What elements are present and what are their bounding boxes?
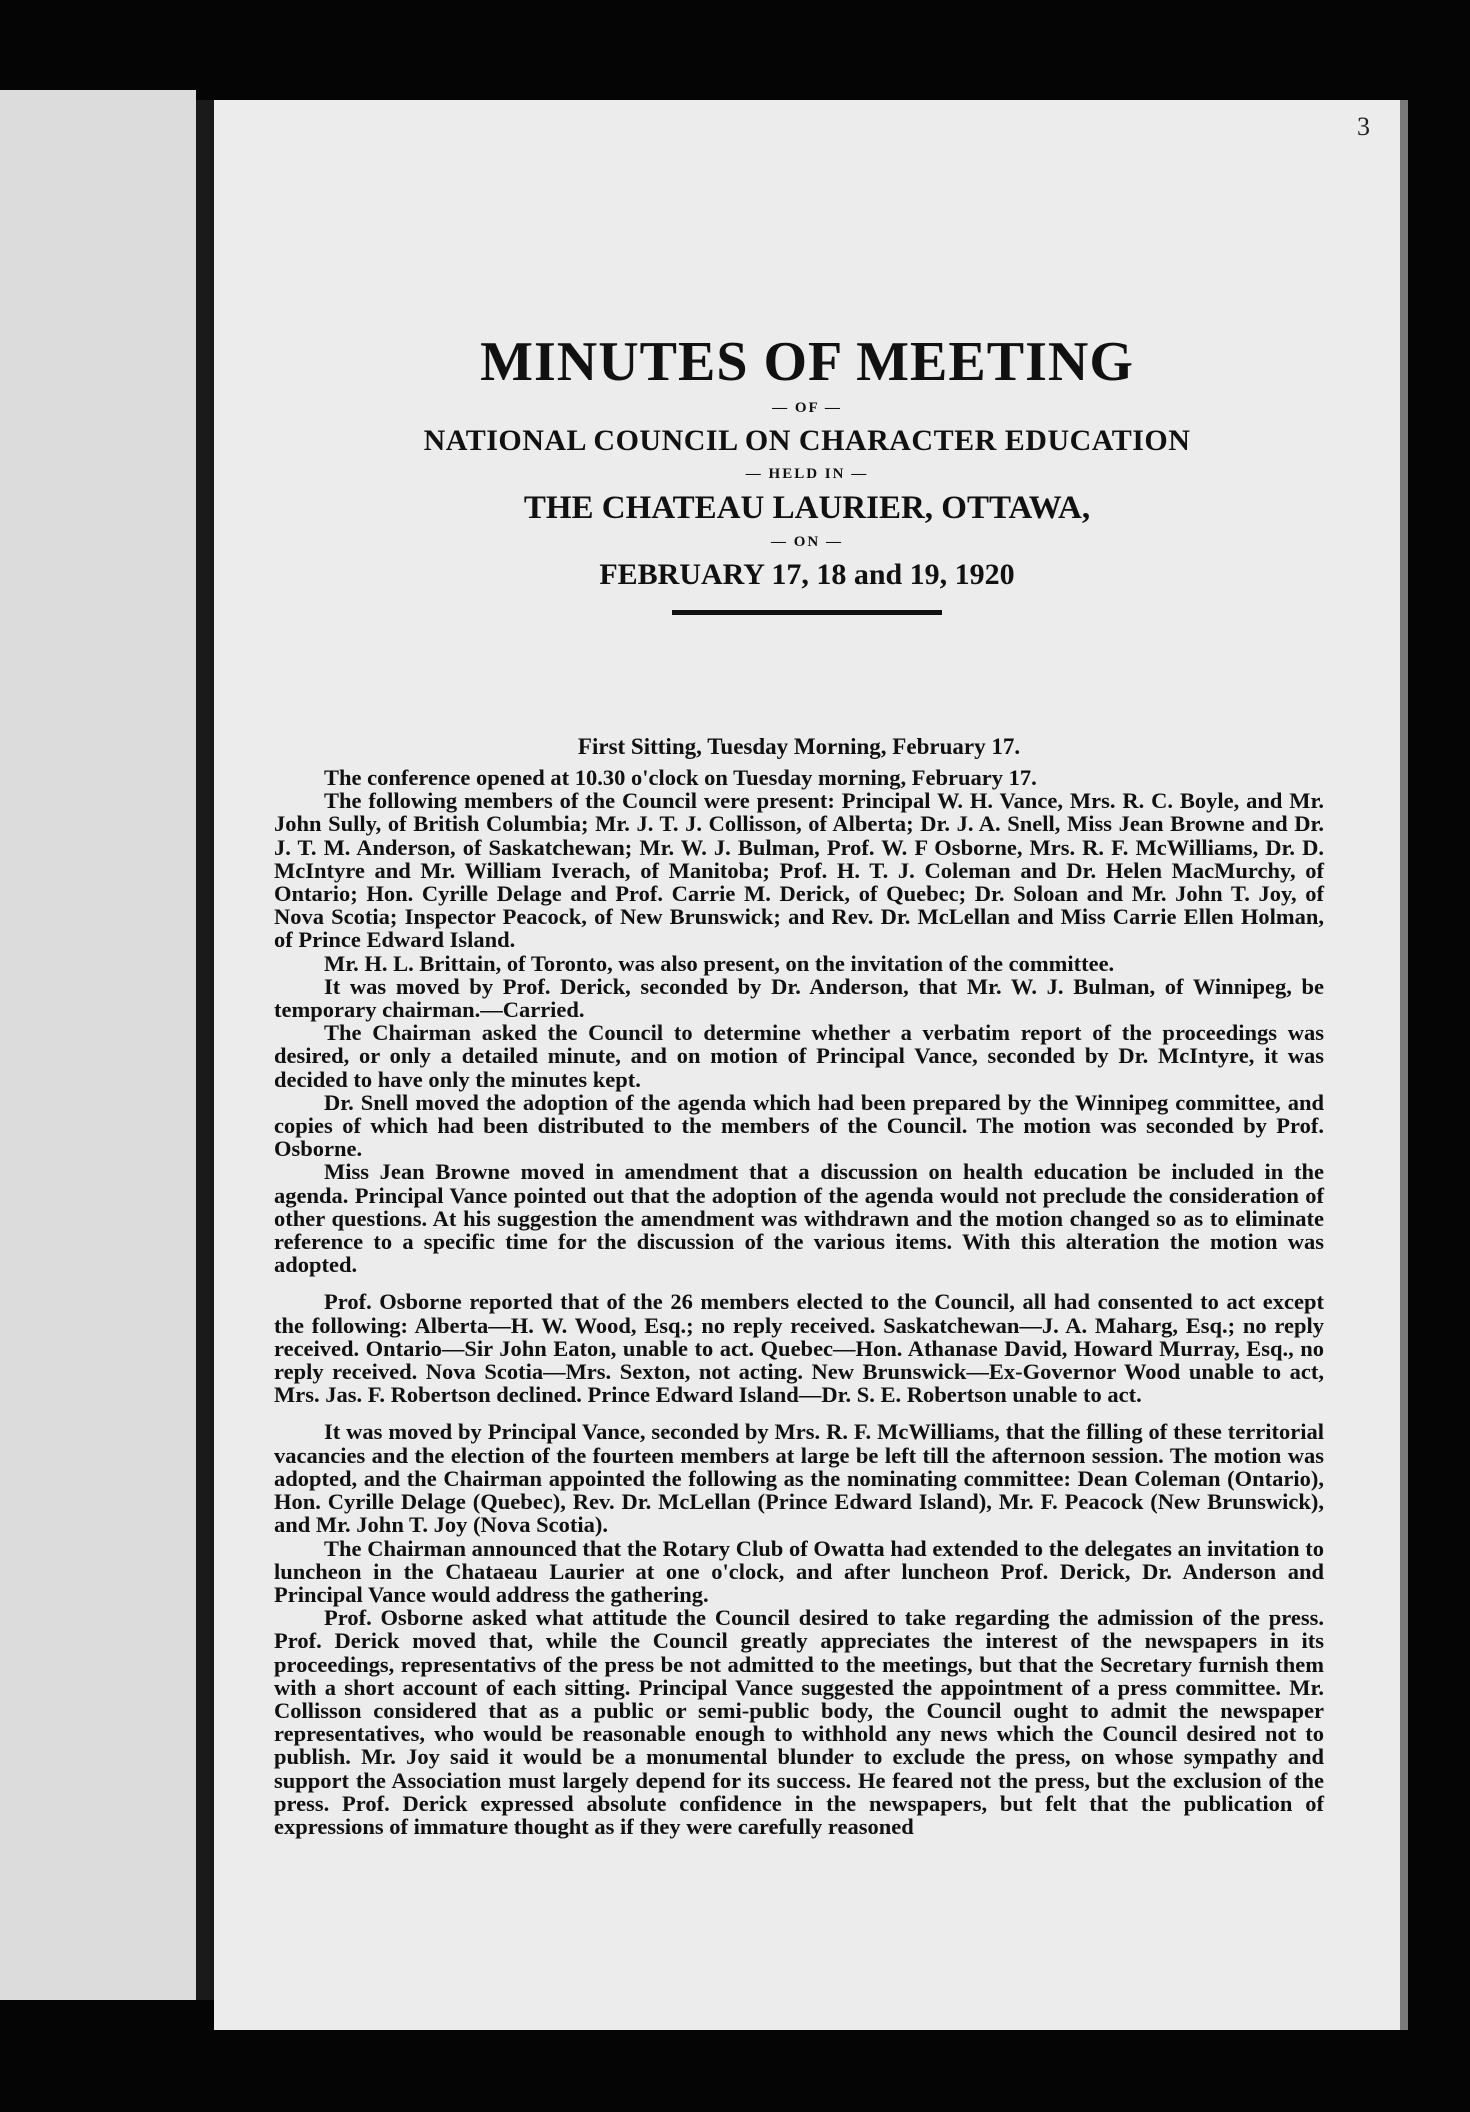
paragraph: Prof. Osborne reported that of the 26 members elected to the Council, all had consented to act except the following: Alberta—H. W. Wood, Esq.; no reply received. Saskatchewan—J. A. Maharg, Esq.; no reply received. Ontario—Sir John Eaton, unable to act. Quebec—Hon. Athanase David, Howard Murray, Esq., no reply received. Nova Scotia—Mrs. Sexton, not acting. New Brunswick—Ex-Governor Wood unable to act, Mrs. Jas. F. Robertson declined. Prince Edward Island—Dr. S. E. Robertson unable to act. (274, 1289, 1324, 1408)
minutes-body (274, 730, 1324, 1838)
separator-held-in: — HELD IN — (745, 466, 869, 482)
page-edge-shadow (1400, 100, 1408, 2030)
book-spine (196, 100, 214, 2000)
separator-on: — ON — (771, 534, 843, 550)
paragraph: Mr. H. L. Brittain, of Toronto, was also present, on the invitation of the committee. (324, 950, 1115, 976)
paragraph: Prof. Osborne asked what attitude the Council desired to take regarding the admission of the press. Prof. Derick moved that, while the Council greatly appreciates the interest of the newspapers in its proceedings, representativs of the press be not admitted to the meetings, but that the Secretary furnish them with a short account of each sitting. Principal Vance suggested the appointment of a press committee. Mr. Collisson considered that as a public or semi-public body, the Council ought to admit the newspaper representatives, who would be reasonable enough to withhold any news which the Council desired not to publish. Mr. Joy said it would be a monumental blunder to exclude the press, on whose sympathy and support the Association must largely depend for its success. He feared not the press, but the exclusion of the press. Prof. Derick expressed absolute confidence in the newspapers, but felt that the publication of expressions of immature thought as if they were carefully reasoned (274, 1605, 1324, 1839)
paragraph: The conference opened at 10.30 o'clock on Tuesday morning, February 17. (324, 765, 1037, 790)
paragraph: Dr. Snell moved the adoption of the agenda which had been prepared by the Winnipeg committee, and copies of which had been distributed to the members of the Council. The motion was seconded by Prof. Osborne. (274, 1089, 1324, 1162)
page-title: MINUTES OF MEETING (480, 331, 1134, 393)
paragraph: It was moved by Principal Vance, seconded by Mrs. R. F. McWilliams, that the filling of these territorial vacancies and the election of the fourteen members at large be left till the afternoon session. The motion was adopted, and the Chairman appointed the following as the nominating committee: Dean Coleman (Ontario), Hon. Cyrille Delage (Quebec), Rev. Dr. McLellan (Prince Edward Island), Mr. F. Peacock (New Brunswick), and Mr. John T. Joy (Nova Scotia). (274, 1419, 1324, 1538)
heading-rule (672, 610, 942, 615)
paragraph: The following members of the Council were present: Principal W. H. Vance, Mrs. R. C. Boyle, and Mr. John Sully, of British Columbia; Mr. J. T. J. Collisson, of Alberta; Dr. J. A. Snell, Miss Jean Browne and Dr. J. T. M. Anderson, of Saskatchewan; Mr. W. J. Bulman, Prof. W. F Osborne, Mrs. R. F. McWilliams, Dr. D. McIntyre and Mr. William Iverach, of Manitoba; Prof. H. T. J. Coleman and Dr. Helen MacMurchy, of Ontario; Hon. Cyrille Delage and Prof. Carrie M. Derick, of Quebec; Dr. Soloan and Mr. John T. Joy, of Nova Scotia; Inspector Peacock, of New Brunswick; and Rev. Dr. McLellan and Miss Carrie Ellen Holman, of Prince Edward Island. (274, 788, 1324, 953)
paragraph: The Chairman asked the Council to determine whether a verbatim report of the proceedings was desired, or only a detailed minute, and on motion of Principal Vance, seconded by Dr. McIntyre, it was decided to have only the minutes kept. (274, 1020, 1324, 1092)
meeting-dates: FEBRUARY 17, 18 and 19, 1920 (599, 558, 1015, 591)
meeting-venue: THE CHATEAU LAURIER, OTTAWA, (523, 490, 1091, 526)
paragraph: Miss Jean Browne moved in amendment that a discussion on health education be included in the agenda. Principal Vance pointed out that the adoption of the agenda would not preclude the consideration of other questions. At his suggestion the amendment was withdrawn and the motion changed so as to eliminate reference to a specific time for the discussion of the various items. With this alteration the motion was adopted. (274, 1159, 1324, 1278)
council-name: NATIONAL COUNCIL ON CHARACTER EDUCATION (423, 424, 1191, 457)
facing-page-edge (0, 90, 196, 2000)
paragraph: The Chairman announced that the Rotary Club of Owatta had extended to the delegates an invitation to luncheon in the Chataeau Laurier at one o'clock, and after luncheon Prof. Derick, Dr. Anderson and Principal Vance would address the gathering. (274, 1535, 1324, 1607)
paragraph: It was moved by Prof. Derick, seconded by Dr. Anderson, that Mr. W. J. Bulman, of Winnipeg, be temporary chairman.—Carried. (274, 973, 1324, 1023)
document-header (214, 330, 1400, 625)
page-number: 3 (1357, 112, 1370, 141)
document-page (214, 100, 1400, 2030)
separator-of: — OF — (772, 400, 842, 416)
sitting-heading: First Sitting, Tuesday Morning, February 17. (577, 734, 1021, 759)
